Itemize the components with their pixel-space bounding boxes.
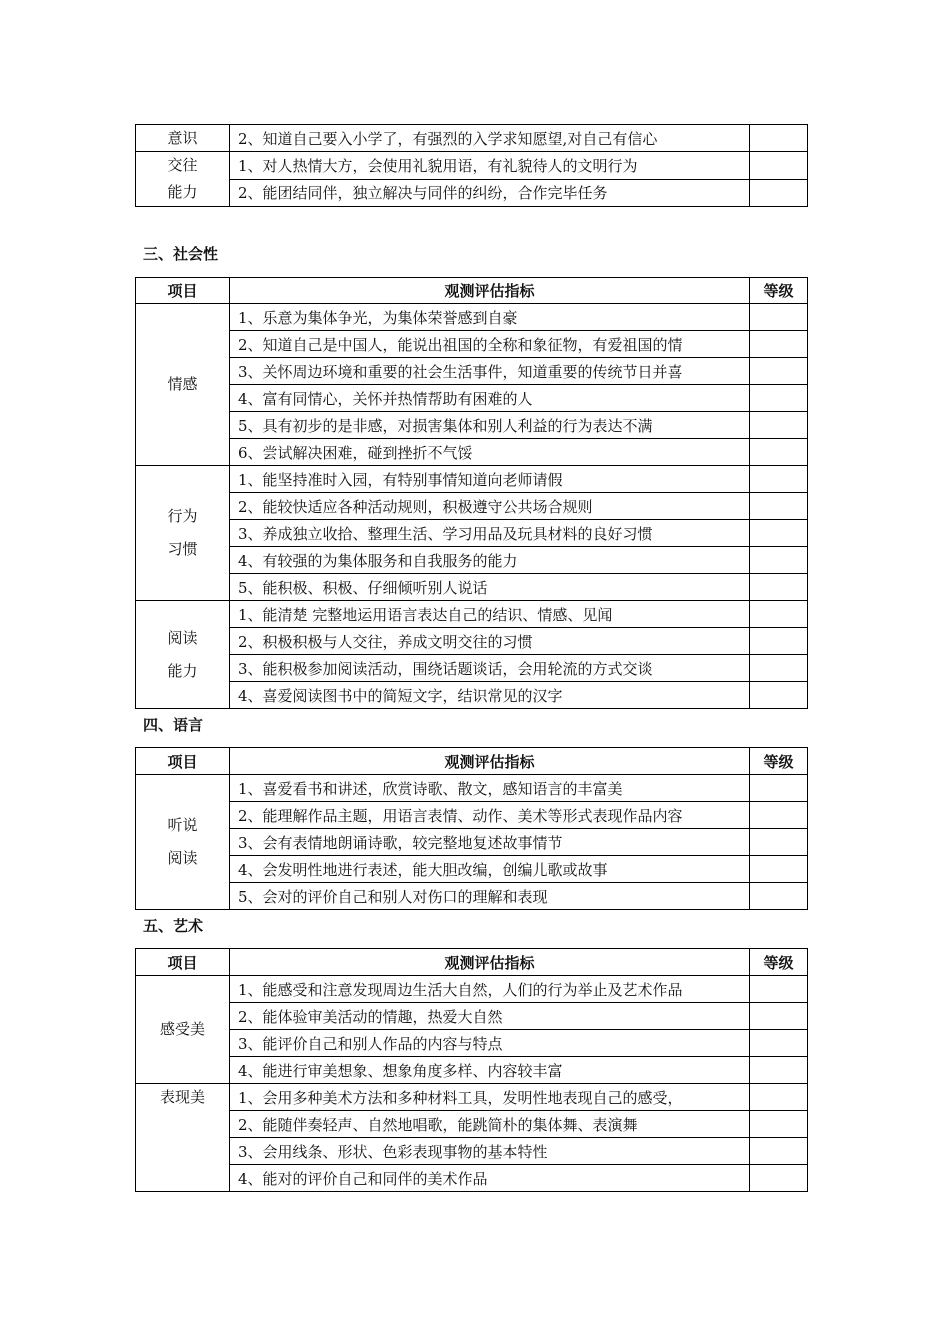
indicator-cell: 2、知道自己要入小学了，有强烈的入学求知愿望,对自己有信心 bbox=[230, 125, 750, 152]
level-cell[interactable] bbox=[750, 439, 808, 466]
table-row bbox=[136, 775, 808, 802]
table-row bbox=[136, 1084, 808, 1111]
indicator-cell: 2、积极积极与人交往，养成文明交往的习惯 bbox=[230, 628, 750, 655]
header-row bbox=[136, 278, 808, 304]
level-cell[interactable] bbox=[750, 856, 808, 883]
table-row bbox=[136, 655, 808, 682]
table-row bbox=[136, 125, 808, 152]
table-row bbox=[136, 976, 808, 1003]
table-row bbox=[136, 547, 808, 574]
indicator-cell: 1、乐意为集体争光，为集体荣誉感到自豪 bbox=[230, 304, 750, 331]
table-row bbox=[136, 520, 808, 547]
indicator-cell: 3、会用线条、形状、色彩表现事物的基本特性 bbox=[230, 1138, 750, 1165]
top-table bbox=[135, 124, 808, 207]
indicator-cell: 1、能清楚 完整地运用语言表达自己的结识、情感、见闻 bbox=[230, 601, 750, 628]
table-row bbox=[136, 856, 808, 883]
level-cell[interactable] bbox=[750, 1165, 808, 1192]
header-row bbox=[136, 748, 808, 775]
indicator-cell: 5、会对的评价自己和别人对伤口的理解和表现 bbox=[230, 883, 750, 910]
indicator-cell: 1、能感受和注意发现周边生活大自然，人们的行为举止及艺术作品 bbox=[230, 976, 750, 1003]
level-cell[interactable] bbox=[750, 331, 808, 358]
level-cell[interactable] bbox=[750, 601, 808, 628]
level-cell[interactable] bbox=[750, 682, 808, 709]
table-row bbox=[136, 682, 808, 709]
level-cell[interactable] bbox=[750, 1030, 808, 1057]
table-row bbox=[136, 466, 808, 493]
category-cell: 阅读 能力 bbox=[136, 601, 230, 709]
indicator-cell: 3、关怀周边环境和重要的社会生活事件，知道重要的传统节日并喜 bbox=[230, 358, 750, 385]
level-cell[interactable] bbox=[750, 829, 808, 856]
indicator-cell: 3、能积极参加阅读活动，围绕话题谈话，会用轮流的方式交谈 bbox=[230, 655, 750, 682]
level-cell[interactable] bbox=[750, 179, 808, 207]
table-row bbox=[136, 574, 808, 601]
table-row bbox=[136, 152, 808, 180]
art-table bbox=[135, 948, 808, 1192]
header-item: 项目 bbox=[136, 748, 230, 775]
indicator-cell: 2、能团结同伴，独立解决与同伴的纠纷，合作完毕任务 bbox=[230, 179, 750, 207]
indicator-cell: 1、喜爱看书和讲述，欣赏诗歌、散文，感知语言的丰富美 bbox=[230, 775, 750, 802]
indicator-cell: 6、尝试解决困难，碰到挫折不气馁 bbox=[230, 439, 750, 466]
section-title-social: 三、社会性 bbox=[143, 245, 219, 263]
indicator-cell: 2、能随伴奏轻声、自然地唱歌，能跳简朴的集体舞、表演舞 bbox=[230, 1111, 750, 1138]
level-cell[interactable] bbox=[750, 775, 808, 802]
category-cell: 交往 能力 bbox=[136, 152, 230, 207]
level-cell[interactable] bbox=[750, 1003, 808, 1030]
level-cell[interactable] bbox=[750, 802, 808, 829]
level-cell[interactable] bbox=[750, 520, 808, 547]
language-table bbox=[135, 747, 808, 910]
table-row bbox=[136, 331, 808, 358]
table-row bbox=[136, 493, 808, 520]
level-cell[interactable] bbox=[750, 547, 808, 574]
table-row bbox=[136, 412, 808, 439]
table-row bbox=[136, 304, 808, 331]
category-cell: 意识 bbox=[136, 125, 230, 152]
indicator-cell: 4、能进行审美想象、想象角度多样、内容较丰富 bbox=[230, 1057, 750, 1084]
table-row bbox=[136, 358, 808, 385]
level-cell[interactable] bbox=[750, 1084, 808, 1111]
indicator-cell: 2、能体验审美活动的情趣，热爱大自然 bbox=[230, 1003, 750, 1030]
table-row bbox=[136, 439, 808, 466]
table-row bbox=[136, 385, 808, 412]
level-cell[interactable] bbox=[750, 1111, 808, 1138]
table-row bbox=[136, 1165, 808, 1192]
table-row bbox=[136, 601, 808, 628]
header-level: 等级 bbox=[750, 949, 808, 976]
indicator-cell: 1、对人热情大方，会使用礼貌用语，有礼貌待人的文明行为 bbox=[230, 152, 750, 180]
indicator-cell: 4、富有同情心，关怀并热情帮助有困难的人 bbox=[230, 385, 750, 412]
level-cell[interactable] bbox=[750, 628, 808, 655]
header-row bbox=[136, 949, 808, 976]
level-cell[interactable] bbox=[750, 1138, 808, 1165]
section-title-art: 五、艺术 bbox=[143, 917, 204, 935]
level-cell[interactable] bbox=[750, 493, 808, 520]
indicator-cell: 5、能积极、积极、仔细倾听别人说话 bbox=[230, 574, 750, 601]
level-cell[interactable] bbox=[750, 655, 808, 682]
level-cell[interactable] bbox=[750, 1057, 808, 1084]
header-indicator: 观测评估指标 bbox=[230, 748, 750, 775]
category-cell: 情感 bbox=[136, 304, 230, 466]
table-row bbox=[136, 1111, 808, 1138]
level-cell[interactable] bbox=[750, 304, 808, 331]
table-row bbox=[136, 802, 808, 829]
table-row bbox=[136, 1003, 808, 1030]
table-row bbox=[136, 1030, 808, 1057]
social-table bbox=[135, 277, 808, 709]
table-row bbox=[136, 1057, 808, 1084]
level-cell[interactable] bbox=[750, 466, 808, 493]
table-row bbox=[136, 883, 808, 910]
header-indicator: 观测评估指标 bbox=[230, 949, 750, 976]
indicator-cell: 2、能理解作品主题，用语言表情、动作、美术等形式表现作品内容 bbox=[230, 802, 750, 829]
indicator-cell: 3、会有表情地朗诵诗歌，较完整地复述故事情节 bbox=[230, 829, 750, 856]
level-cell[interactable] bbox=[750, 574, 808, 601]
category-cell: 行为 习惯 bbox=[136, 466, 230, 601]
level-cell[interactable] bbox=[750, 358, 808, 385]
header-level: 等级 bbox=[750, 278, 808, 304]
section-title-language: 四、语言 bbox=[143, 716, 204, 734]
indicator-cell: 3、能评价自己和别人作品的内容与特点 bbox=[230, 1030, 750, 1057]
indicator-cell: 4、有较强的为集体服务和自我服务的能力 bbox=[230, 547, 750, 574]
indicator-cell: 2、能较快适应各种活动规则，积极遵守公共场合规则 bbox=[230, 493, 750, 520]
category-cell: 听说 阅读 bbox=[136, 775, 230, 910]
indicator-cell: 5、具有初步的是非感，对损害集体和别人利益的行为表达不满 bbox=[230, 412, 750, 439]
level-cell[interactable] bbox=[750, 883, 808, 910]
indicator-cell: 4、喜爱阅读图书中的简短文字，结识常见的汉字 bbox=[230, 682, 750, 709]
level-cell[interactable] bbox=[750, 385, 808, 412]
indicator-cell: 1、能坚持准时入园，有特别事情知道向老师请假 bbox=[230, 466, 750, 493]
level-cell[interactable] bbox=[750, 412, 808, 439]
table-row bbox=[136, 1138, 808, 1165]
table-row bbox=[136, 179, 808, 207]
level-cell[interactable] bbox=[750, 976, 808, 1003]
indicator-cell: 4、会发明性地进行表述，能大胆改编，创编儿歌或故事 bbox=[230, 856, 750, 883]
table-row bbox=[136, 829, 808, 856]
level-cell[interactable] bbox=[750, 152, 808, 180]
indicator-cell: 1、会用多种美术方法和多种材料工具，发明性地表现自己的感受， bbox=[230, 1084, 750, 1111]
header-indicator: 观测评估指标 bbox=[230, 278, 750, 304]
indicator-cell: 4、能对的评价自己和同伴的美术作品 bbox=[230, 1165, 750, 1192]
table-row bbox=[136, 628, 808, 655]
header-item: 项目 bbox=[136, 949, 230, 976]
level-cell[interactable] bbox=[750, 125, 808, 152]
header-item: 项目 bbox=[136, 278, 230, 304]
header-level: 等级 bbox=[750, 748, 808, 775]
category-cell: 表现美 bbox=[136, 1084, 230, 1192]
indicator-cell: 2、知道自己是中国人，能说出祖国的全称和象征物，有爱祖国的情 bbox=[230, 331, 750, 358]
category-cell: 感受美 bbox=[136, 976, 230, 1084]
indicator-cell: 3、养成独立收拾、整理生活、学习用品及玩具材料的良好习惯 bbox=[230, 520, 750, 547]
